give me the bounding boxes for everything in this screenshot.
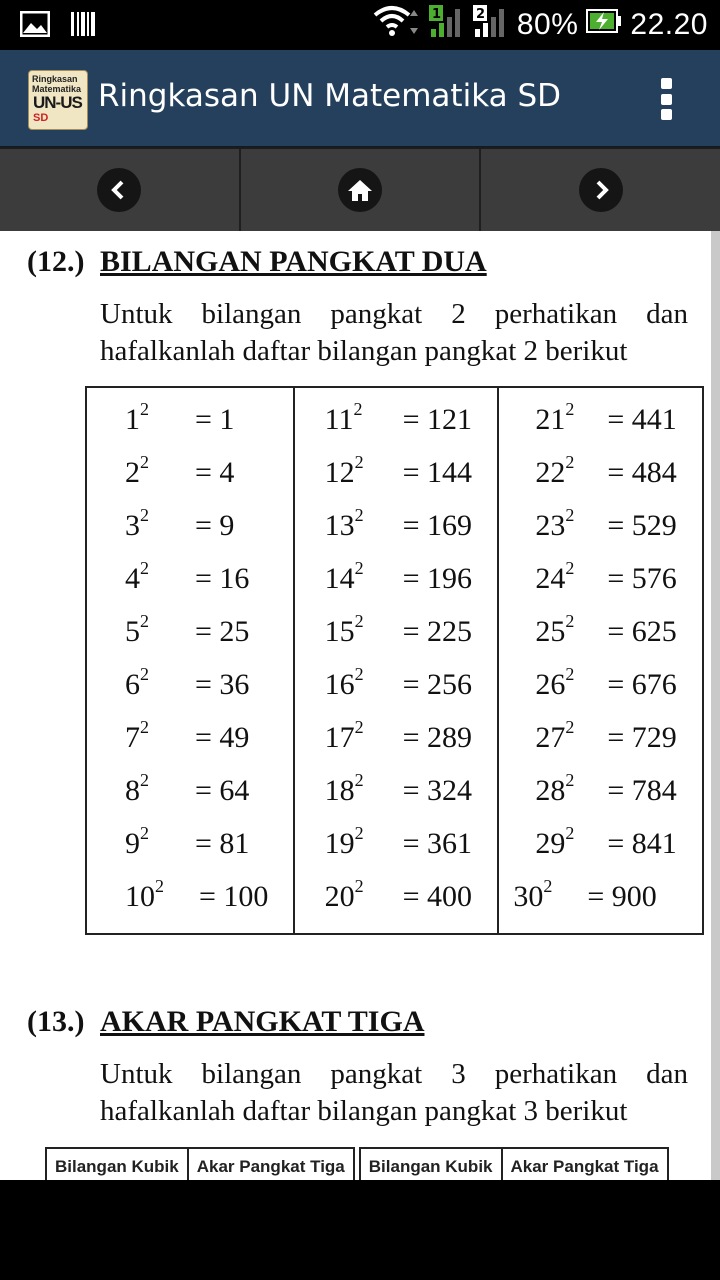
square-entry — [295, 452, 495, 496]
squares-table — [85, 386, 704, 935]
square-base: $7^2$ — [125, 717, 149, 754]
square-entry — [499, 823, 699, 867]
svg-text:1: 1 — [431, 7, 441, 22]
square-value: = 529 — [607, 509, 677, 542]
square-value: = 9 — [195, 509, 235, 542]
nav-next-cell — [481, 149, 720, 231]
square-base: $23^2$ — [535, 505, 575, 542]
battery-charging-icon — [586, 8, 622, 42]
square-value: = 4 — [195, 456, 235, 489]
square-value: = 676 — [607, 668, 677, 701]
document-view[interactable] — [0, 231, 720, 1180]
square-entry — [87, 823, 287, 867]
table-header: Bilangan Kubik — [360, 1148, 502, 1180]
square-value: = 576 — [607, 562, 677, 595]
square-base: $6^2$ — [125, 664, 149, 701]
square-base: $27^2$ — [535, 717, 575, 754]
square-value: = 1 — [195, 403, 235, 436]
square-entry — [87, 770, 287, 814]
square-entry — [295, 823, 495, 867]
square-value: = 81 — [195, 827, 250, 860]
square-value: = 289 — [402, 721, 473, 754]
next-page-button[interactable] — [579, 168, 623, 212]
home-button[interactable] — [338, 168, 382, 212]
square-base: $5^2$ — [125, 611, 149, 648]
square-value: = 121 — [402, 403, 473, 436]
home-icon — [347, 178, 373, 202]
square-entry — [87, 717, 287, 761]
square-entry — [87, 664, 287, 708]
square-entry — [499, 664, 699, 708]
square-base: $25^2$ — [535, 611, 575, 648]
square-base: $2^2$ — [125, 452, 149, 489]
square-entry — [295, 558, 495, 602]
square-entry — [295, 664, 495, 708]
wifi-icon — [373, 4, 421, 46]
nav-prev-cell — [0, 149, 241, 231]
signal-sim1-icon — [429, 3, 465, 47]
square-value: = 49 — [195, 721, 250, 754]
square-value: = 64 — [195, 774, 250, 807]
square-value: = 196 — [402, 562, 473, 595]
square-base: $22^2$ — [535, 452, 575, 489]
square-base: $16^2$ — [324, 664, 364, 701]
squares-column-1 — [87, 388, 293, 933]
square-entry — [87, 558, 287, 602]
square-value: = 900 — [587, 880, 657, 913]
square-value: = 324 — [402, 774, 473, 807]
square-value: = 361 — [402, 827, 473, 860]
squares-column-2 — [295, 388, 498, 933]
square-base: $1^2$ — [125, 399, 149, 436]
square-base: $8^2$ — [125, 770, 149, 807]
square-value: = 625 — [607, 615, 677, 648]
square-value: = 100 — [199, 880, 269, 913]
square-base: $24^2$ — [535, 558, 575, 595]
square-value: = 784 — [607, 774, 677, 807]
square-entry — [499, 452, 699, 496]
bottom-blank-area — [0, 1180, 720, 1280]
square-entry — [87, 452, 287, 496]
svg-text:2: 2 — [475, 7, 485, 22]
square-value: = 169 — [402, 509, 473, 542]
square-entry — [295, 399, 495, 443]
chevron-left-icon — [108, 179, 130, 201]
table-header: Bilangan Kubik — [46, 1148, 188, 1180]
app-bar — [0, 50, 720, 149]
square-base: $3^2$ — [125, 505, 149, 542]
barcode-icon — [70, 10, 96, 43]
square-entry — [499, 770, 699, 814]
section-number: (13.) — [27, 1005, 85, 1038]
status-bar — [0, 0, 720, 50]
paragraph-line: hafalkanlah daftar bilangan pangkat 2 berikut — [100, 335, 628, 367]
square-entry — [499, 611, 699, 655]
square-entry — [499, 558, 699, 602]
previous-page-button[interactable] — [97, 168, 141, 212]
square-entry — [87, 611, 287, 655]
square-entry — [295, 876, 495, 920]
square-base: $18^2$ — [324, 770, 364, 807]
square-base: $28^2$ — [535, 770, 575, 807]
squares-column-3 — [499, 388, 702, 933]
square-base: $4^2$ — [125, 558, 149, 595]
square-base: $10^2$ — [125, 876, 164, 913]
table-header: Akar Pangkat Tiga — [502, 1148, 668, 1180]
square-entry — [499, 717, 699, 761]
square-value: = 25 — [195, 615, 250, 648]
square-value: = 441 — [607, 403, 677, 436]
paragraph-line: Untuk bilangan pangkat 3 perhatikan dan — [100, 1058, 688, 1090]
square-value: = 225 — [402, 615, 473, 648]
scrollbar[interactable] — [711, 231, 720, 1180]
square-base: $29^2$ — [535, 823, 575, 860]
battery-percent: 80% — [516, 8, 579, 41]
square-base: $14^2$ — [324, 558, 364, 595]
section-title: AKAR PANGKAT TIGA — [100, 1005, 425, 1038]
page-nav-bar — [0, 147, 720, 233]
gallery-icon — [20, 11, 50, 42]
section-title: BILANGAN PANGKAT DUA — [100, 245, 487, 278]
square-base: $20^2$ — [324, 876, 364, 913]
nav-home-cell — [241, 149, 482, 231]
paragraph-line: hafalkanlah daftar bilangan pangkat 3 berikut — [100, 1095, 628, 1127]
more-vert-icon[interactable] — [660, 78, 672, 120]
square-base: $26^2$ — [535, 664, 575, 701]
square-base: $13^2$ — [324, 505, 364, 542]
square-value: = 144 — [402, 456, 473, 489]
square-base: $17^2$ — [324, 717, 364, 754]
square-entry — [295, 770, 495, 814]
square-entry — [499, 399, 699, 443]
square-entry — [87, 399, 287, 443]
signal-sim2-icon — [473, 3, 509, 47]
square-entry — [499, 876, 699, 920]
square-base: $15^2$ — [324, 611, 364, 648]
square-value: = 400 — [402, 880, 473, 913]
clock: 22.20 — [630, 8, 708, 41]
square-base: $11^2$ — [324, 399, 363, 436]
square-value: = 729 — [607, 721, 677, 754]
app-logo[interactable]: Ringkasan Matematika UN-US SD — [28, 70, 88, 130]
square-entry — [499, 505, 699, 549]
square-entry — [295, 717, 495, 761]
paragraph-line: Untuk bilangan pangkat 2 perhatikan dan — [100, 298, 688, 330]
square-base: $19^2$ — [324, 823, 364, 860]
square-entry — [295, 505, 495, 549]
square-base: $30^2$ — [513, 876, 553, 913]
square-value: = 484 — [607, 456, 677, 489]
square-base: $21^2$ — [535, 399, 575, 436]
square-entry — [295, 611, 495, 655]
app-title: Ringkasan UN Matematika SD — [98, 78, 562, 114]
section-number: (12.) — [27, 245, 85, 278]
square-value: = 16 — [195, 562, 250, 595]
cube-root-table — [45, 1147, 669, 1180]
square-value: = 36 — [195, 668, 250, 701]
square-entry — [87, 876, 287, 920]
square-base: $9^2$ — [125, 823, 149, 860]
square-value: = 256 — [402, 668, 473, 701]
square-base: $12^2$ — [324, 452, 364, 489]
chevron-right-icon — [590, 179, 612, 201]
table-header: Akar Pangkat Tiga — [188, 1148, 354, 1180]
square-value: = 841 — [607, 827, 677, 860]
square-entry — [87, 505, 287, 549]
